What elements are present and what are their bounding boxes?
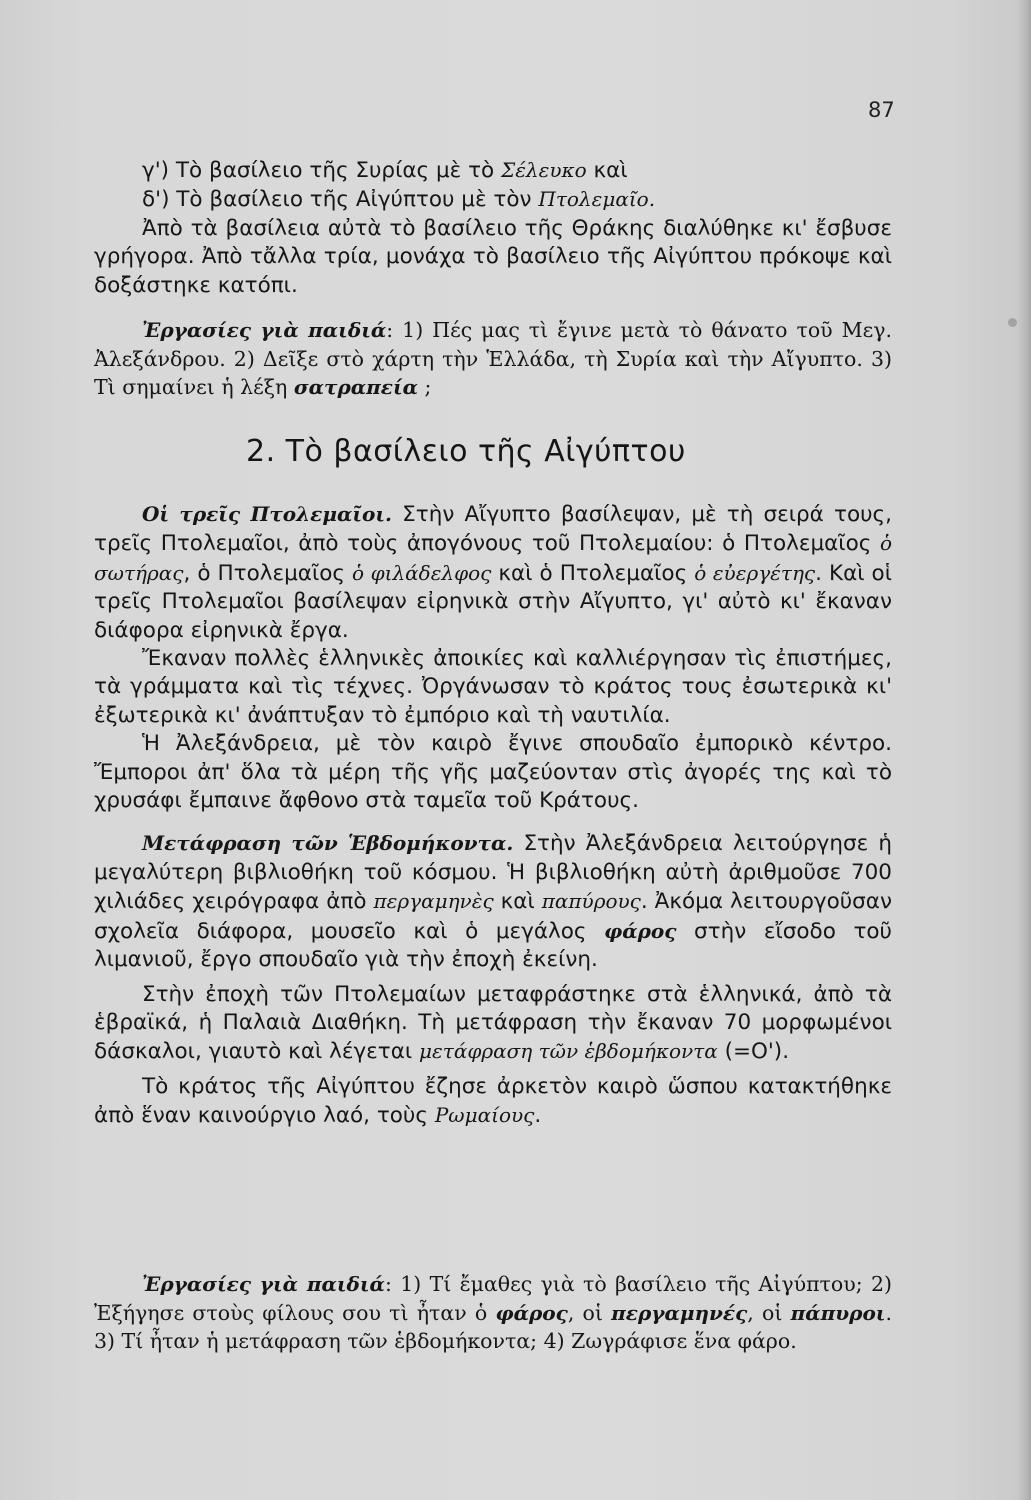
heading-three-ptolemies: Οἱ τρεῖς Πτολεμαῖοι. bbox=[142, 502, 393, 526]
paragraph-romans: Τὸ κράτος τῆς Αἰγύπτου ἔζησε ἀρκετὸν καιρὸ ὥσπου κατακτήθηκε ἀπὸ ἕναν καινούργιο λαό, τοὺς Ρωμαίους. bbox=[94, 1073, 892, 1129]
list-item-syria: γ') Τὸ βασίλειο τῆς Συρίας μὲ τὸ Σέλευκο καὶ bbox=[142, 158, 628, 183]
term-satrapeia: σατραπεία bbox=[293, 375, 419, 400]
exercise-block-1 bbox=[94, 316, 892, 402]
paragraph-old-testament: Στὴν ἐποχὴ τῶν Πτολεμαίων μεταφράστηκε στὰ ἑλληνικά, ἀπὸ τὰ ἑβραϊκά, ἡ Παλαιὰ Διαθήκη. Τὴ μετάφραση τὴν ἔκαναν 70 μορφωμένοι δάσκαλοι, γιαυτὸ καὶ λέγεται μετάφραση τῶν ἑβδομήκοντα (=Ο'). bbox=[94, 981, 892, 1065]
exercise-label-2: Ἐργασίες γιὰ παιδιά bbox=[142, 1272, 385, 1296]
heading-septuagint: Μετάφραση τῶν Ἑβδομήκοντα. bbox=[142, 831, 514, 856]
paragraph-three-ptolemies: Οἱ τρεῖς Πτολεμαῖοι. Στὴν Αἴγυπτο βασίλεψαν, μὲ τὴ σειρά τους, τρεῖς Πτολεμαῖοι, ἀπὸ τοὺς ἀπογόνους τοῦ Πτολεμαίου: ὁ Πτολεμαῖος ὁ σωτήρας, ὁ Πτολεμαῖος ὁ φιλάδελφος καὶ ὁ Πτολεμαῖος ὁ εὐεργέτης. Καὶ οἱ τρεῖς Πτολεμαῖοι βασίλεψαν εἰρηνικὰ στὴν Αἴγυπτο, γι' αὐτὸ κι' ἔκαναν διάφορα εἰρηνικὰ ἔργα. bbox=[94, 502, 893, 643]
list-item-egypt: δ') Τὸ βασίλειο τῆς Αἰγύπτου μὲ τὸν Πτολεμαῖο. bbox=[142, 187, 656, 213]
paragraph-alexandria: Ἡ Ἀλεξάνδρεια, μὲ τὸν καιρὸ ἔγινε σπουδαῖο ἐμπορικὸ κέντρο. Ἔμποροι ἀπ' ὅλα τὰ μέρη τῆς γῆς μαζεύονταν στὶς ἀγορές της καὶ τὸ χρυσάφι ἔμπαινε ἄφθονο στὰ ταμεῖα τοῦ Κράτους. bbox=[94, 731, 892, 814]
ink-spot bbox=[1008, 318, 1017, 327]
paragraph-septuagint-library: Μετάφραση τῶν Ἑβδομήκοντα. Στὴν Ἀλεξάνδρεια λειτούργησε ἡ μεγαλύτερη βιβλιοθήκη τοῦ κόσμου. Ἡ βιβλιοθήκη αὐτὴ ἀριθμοῦσε 700 χιλιάδες χειρόγραφα ἀπὸ περγαμηνὲς καὶ παπύρους. Ἀκόμα λειτουργοῦσαν σχολεῖα διάφορα, μουσεῖο καὶ ὁ μεγάλος φάρος στὴν εἴσοδο τοῦ λιμανιοῦ, ἔργο σπουδαῖο γιὰ τὴν ἐποχὴ ἐκείνη. bbox=[94, 831, 892, 973]
exercise-paragraph-1: Ἐργασίες γιὰ παιδιά: 1) Πές μας τὶ ἔγινε μετὰ τὸ θάνατο τοῦ Μεγ. Ἀλεξάνδρου. 2) Δεῖξε στὸ χάρτη τὴν Ἑλλάδα, τὴ Συρία καὶ τὴν Αἴγυπτο. 3) Τὶ σημαίνει ἡ λέξη σατραπεία ; bbox=[94, 318, 892, 400]
page-edge-shadow bbox=[1017, 0, 1031, 1500]
section-title: 2. Τὸ βασίλειο τῆς Αἰγύπτου bbox=[246, 434, 686, 469]
exercise-paragraph-2: Ἐργασίες γιὰ παιδιά: 1) Τί ἔμαθες γιὰ τὸ βασίλειο τῆς Αἰγύπτου; 2) Ἐξήγησε στοὺς φίλους σου τὶ ἦταν ὁ φάρος, οἱ περγαμηνές, οἱ πάπυροι. 3) Τί ἦταν ἡ μετάφραση τῶν ἑβδομήκοντα; 4) Ζωγράφισε ἕνα φάρο. bbox=[94, 1272, 892, 1354]
exercise-block-2 bbox=[94, 1270, 892, 1356]
main-body bbox=[94, 500, 892, 1131]
intro-block bbox=[94, 156, 892, 300]
exercise-label-1: Ἐργασίες γιὰ παιδιά bbox=[142, 318, 387, 342]
page-number: 87 bbox=[868, 98, 895, 122]
intro-paragraph: Ἀπὸ τὰ βασίλεια αὐτὰ τὸ βασίλειο τῆς Θράκης διαλύθηκε κι' ἔσβυσε γρήγορα. Ἀπὸ τἄλλα τρία, μονάχα τὸ βασίλειο τῆς Αἰγύπτου πρόκοψε καὶ δοξάστηκε κατόπι. bbox=[94, 215, 892, 298]
paragraph-colonies: Ἔκαναν πολλὲς ἑλληνικὲς ἀποικίες καὶ καλλιέργησαν τὶς ἐπιστήμες, τὰ γράμματα καὶ τὶς τέχνες. Ὀργάνωσαν τὸ κράτος τους ἐσωτερικὰ κι' ἐξωτερικὰ κι' ἀνάπτυξαν τὸ ἐμπόριο καὶ τὴ ναυτιλία. bbox=[94, 646, 892, 728]
